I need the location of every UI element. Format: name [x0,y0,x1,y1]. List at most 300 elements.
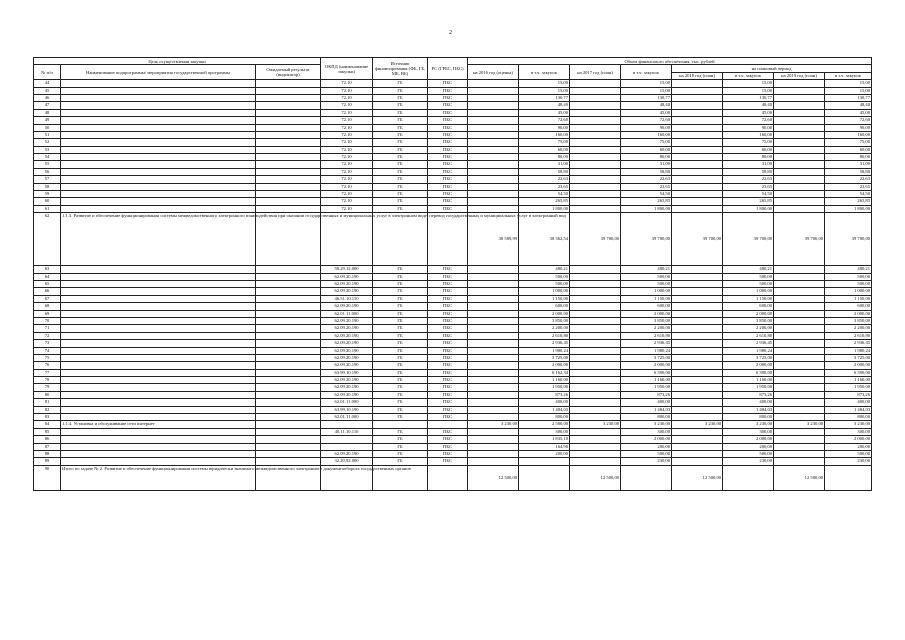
amount-cell: 480,21 [723,266,774,273]
source-cell: ГБ [373,139,428,146]
amount-cell: 164,90 [519,443,570,450]
expected-result-cell [256,273,321,280]
source-cell [373,213,428,266]
source-cell: ГБ [373,183,428,190]
y2018-header: на 2018 год (план) [672,72,723,79]
amount-cell: 3 230,00 [570,421,621,428]
amount-cell [570,139,621,146]
okpd-cell: 62.09.20.190 [321,384,373,391]
expected-result-cell [256,377,321,384]
amount-cell [468,369,519,376]
amount-cell [468,280,519,287]
amount-cell: 1 950,00 [519,384,570,391]
okpd-cell: 72.10 [321,80,373,87]
source-cell: ГБ [373,191,428,198]
amount-cell [774,154,825,161]
y2019-header: на 2019 год (план) [774,72,825,79]
amount-cell [570,391,621,398]
amount-cell: 1 980,24 [621,347,672,354]
rs-cell: ПБС [428,94,468,101]
amount-cell: 480,21 [621,266,672,273]
expected-result-cell [256,146,321,153]
amount-cell: 12 500,00 [468,465,519,490]
amount-cell: 500,00 [723,273,774,280]
source-cell: ГБ [373,458,428,465]
program-name-cell [61,450,256,457]
table-row [34,280,872,287]
amount-cell: 160,00 [519,131,570,138]
rs-cell: ПБС [428,102,468,109]
amount-cell: 6 390,00 [621,369,672,376]
amount-cell [570,369,621,376]
amount-cell [570,384,621,391]
okpd-cell: 72.10 [321,94,373,101]
program-name-cell [61,428,256,435]
okpd-cell: 63.99.10.190 [321,369,373,376]
amount-cell: 265,85 [723,198,774,205]
amount-cell [570,347,621,354]
amount-cell: 500,00 [519,280,570,287]
program-name-cell [61,295,256,302]
amount-cell [570,168,621,175]
row-number-cell: 45 [34,87,61,94]
amount-cell [672,369,723,376]
table-header [34,58,872,80]
program-name-cell [61,117,256,124]
program-name-cell [61,458,256,465]
table-row [34,421,872,428]
table-row [34,303,872,310]
amount-cell: 3 230,00 [621,421,672,428]
amount-cell: 400,00 [621,399,672,406]
table-row [34,362,872,369]
amount-cell: 75,00 [621,139,672,146]
row-number-cell: 89 [34,458,61,465]
amount-cell: 230,00 [723,458,774,465]
amount-cell [468,377,519,384]
amount-cell [468,347,519,354]
volume-header: Объем финансового обеспечения, тыс. рублей [468,58,872,65]
amount-cell: 90,00 [825,124,872,131]
amount-cell: 6 390,00 [825,369,872,376]
amount-cell [672,124,723,131]
table-row [34,266,872,273]
expected-result-cell [256,354,321,361]
amount-cell [570,109,621,116]
amount-cell [672,295,723,302]
amount-cell: 1 160,00 [519,377,570,384]
expected-result-cell [256,295,321,302]
amount-cell: 75,00 [723,139,774,146]
amount-cell: 39 700,00 [621,213,672,266]
incl-header: в т.ч. закупок [621,65,672,80]
table-row [34,205,872,212]
amount-cell: 800,00 [723,414,774,421]
amount-cell: 31,00 [519,161,570,168]
amount-cell: 500,00 [723,450,774,457]
amount-cell [672,87,723,94]
table-row [34,183,872,190]
row-number-cell: 67 [34,295,61,302]
amount-cell [570,450,621,457]
source-cell: ГБ [373,146,428,153]
source-cell [373,421,428,428]
amount-cell: 1 160,00 [723,377,774,384]
table-row [34,436,872,443]
amount-cell: 3 230,00 [672,421,723,428]
table-row [34,391,872,398]
amount-cell [774,391,825,398]
amount-cell: 72,60 [825,117,872,124]
table-row [34,168,872,175]
amount-cell [570,317,621,324]
source-cell: ГБ [373,428,428,435]
rs-cell: ПБС [428,161,468,168]
expected-result-cell [256,280,321,287]
amount-cell [468,362,519,369]
amount-cell: 1 484,03 [723,406,774,413]
rs-cell: ПБС [428,266,468,273]
source-cell: ГБ [373,80,428,87]
amount-cell [570,183,621,190]
amount-cell: 60,00 [519,146,570,153]
amount-cell: 6 162,34 [519,369,570,376]
amount-cell: 60,00 [723,146,774,153]
row-number-cell: 55 [34,161,61,168]
rs-cell: ПБС [428,317,468,324]
amount-cell: 1 484,03 [519,406,570,413]
row-number-cell: 80 [34,391,61,398]
source-cell: ГБ [373,332,428,339]
okpd-cell: 63.99.10.190 [321,406,373,413]
rs-cell: ПБС [428,80,468,87]
amount-cell: 300,00 [723,428,774,435]
amount-cell [774,354,825,361]
program-name-cell [61,377,256,384]
amount-cell: 60,00 [825,146,872,153]
source-cell: ГБ [373,295,428,302]
amount-cell [774,94,825,101]
expected-result-cell [256,421,321,428]
amount-cell: 3 850,00 [723,317,774,324]
amount-cell [672,458,723,465]
source-cell: ГБ [373,436,428,443]
amount-cell [570,87,621,94]
program-name-cell: Итого по задаче № 2. Развитие и обеспечение функционирования системы юридически значимого межведомственного электронного документооборота государственных органов [61,465,256,490]
program-name-cell [61,347,256,354]
amount-cell [468,340,519,347]
source-cell: ГБ [373,266,428,273]
rs-cell: ПБС [428,347,468,354]
amount-cell: 2 610,80 [723,332,774,339]
okpd-cell: 62.09.20.190 [321,325,373,332]
table-row [34,369,872,376]
table-row [34,450,872,457]
amount-cell [825,465,872,490]
amount-cell: 800,00 [621,414,672,421]
program-header: Наименование подпрограммы/ мероприятия государственной программы [61,65,256,80]
amount-cell [672,176,723,183]
rs-cell: ПБС [428,176,468,183]
expected-result-cell [256,266,321,273]
source-cell: ГБ [373,399,428,406]
amount-cell: 873,26 [723,391,774,398]
amount-cell [672,428,723,435]
amount-cell [468,183,519,190]
table-row [34,146,872,153]
rs-cell: ПБС [428,191,468,198]
amount-cell: 1 160,00 [621,377,672,384]
program-name-cell [61,168,256,175]
row-number-cell: 65 [34,280,61,287]
amount-cell [570,377,621,384]
source-cell: ГБ [373,205,428,212]
amount-cell: 3 850,00 [825,317,872,324]
amount-cell: 31,00 [825,161,872,168]
result-header: Ожидаемый результат (индикатор) [256,65,321,80]
row-number-cell: 90 [34,465,61,490]
source-cell: ГБ [373,443,428,450]
amount-cell: 58,80 [825,168,872,175]
expected-result-cell [256,102,321,109]
amount-cell [570,198,621,205]
amount-cell: 75,00 [519,139,570,146]
expected-result-cell [256,317,321,324]
amount-cell: 39 700,00 [723,213,774,266]
expected-result-cell [256,443,321,450]
program-name-cell [61,102,256,109]
rs-cell: ПБС [428,414,468,421]
okpd-cell: 72.10 [321,87,373,94]
rs-cell: ПБС [428,362,468,369]
amount-cell [774,377,825,384]
amount-cell: 72,60 [519,117,570,124]
amount-cell: 15,00 [519,87,570,94]
amount-cell [468,295,519,302]
expected-result-cell [256,168,321,175]
amount-cell [570,280,621,287]
amount-cell: 300,00 [519,428,570,435]
amount-cell: 800,00 [519,414,570,421]
amount-cell: 1 800,00 [723,205,774,212]
source-cell: ГБ [373,94,428,101]
okpd-cell: 72.10 [321,131,373,138]
amount-cell: 1 484,03 [621,406,672,413]
incl-header: в т.ч. закупок [825,72,872,79]
amount-cell: 2 000,00 [825,436,872,443]
amount-cell [468,399,519,406]
amount-cell: 54,50 [723,191,774,198]
row-number-cell: 73 [34,340,61,347]
expected-result-cell [256,131,321,138]
amount-cell [468,310,519,317]
rs-cell: ПБС [428,280,468,287]
okpd-cell [321,436,373,443]
table-row [34,458,872,465]
amount-cell: 80,00 [519,154,570,161]
program-name-cell [61,205,256,212]
amount-cell [774,414,825,421]
okpd-cell: 62.09.20.190 [321,317,373,324]
row-number-cell: 52 [34,139,61,146]
amount-cell: 500,00 [825,450,872,457]
amount-cell: 2 936,45 [621,340,672,347]
program-name-cell [61,273,256,280]
amount-cell: 2 000,00 [519,310,570,317]
amount-cell: 3 725,00 [825,354,872,361]
amount-cell: 2 610,80 [825,332,872,339]
amount-cell: 600,00 [723,303,774,310]
okpd-cell: 62.09.20.190 [321,391,373,398]
amount-cell: 400,00 [825,399,872,406]
amount-cell: 2 000,00 [621,362,672,369]
amount-cell: 230,00 [621,458,672,465]
amount-cell [672,384,723,391]
amount-cell [672,280,723,287]
amount-cell: 6 390,00 [723,369,774,376]
amount-cell: 873,26 [519,391,570,398]
okpd-cell: 72.10 [321,154,373,161]
amount-cell: 400,00 [519,399,570,406]
amount-cell [774,117,825,124]
amount-cell: 15,00 [519,80,570,87]
okpd-cell: 62.09.20.190 [321,288,373,295]
program-name-cell [61,154,256,161]
amount-cell [468,391,519,398]
amount-cell: 39 700,00 [825,213,872,266]
amount-cell [672,198,723,205]
amount-cell [774,384,825,391]
rs-cell: ПБС [428,332,468,339]
amount-cell: 15,00 [621,87,672,94]
amount-cell: 3 850,00 [519,317,570,324]
amount-cell [774,124,825,131]
amount-cell: 15,00 [621,80,672,87]
amount-cell [570,325,621,332]
amount-cell [774,176,825,183]
amount-cell: 60,00 [621,146,672,153]
row-number-cell: 62 [34,213,61,266]
amount-cell [672,406,723,413]
okpd-cell: 62.09.20.190 [321,450,373,457]
amount-cell [774,347,825,354]
row-number-cell: 58 [34,183,61,190]
program-name-cell [61,94,256,101]
amount-cell: 15,00 [723,80,774,87]
expected-result-cell [256,406,321,413]
amount-cell [468,317,519,324]
amount-cell [774,102,825,109]
amount-cell [672,131,723,138]
amount-cell: 200,00 [825,443,872,450]
amount-cell: 1 150,00 [825,295,872,302]
table-row [34,139,872,146]
amount-cell [468,436,519,443]
amount-cell: 45,00 [621,109,672,116]
amount-cell [774,310,825,317]
amount-cell [468,139,519,146]
amount-cell [672,347,723,354]
program-name-cell [61,354,256,361]
okpd-cell: 72.10 [321,198,373,205]
amount-cell: 2 500,00 [519,421,570,428]
amount-cell [468,325,519,332]
expected-result-cell [256,94,321,101]
amount-cell [774,266,825,273]
table-row [34,154,872,161]
amount-cell [570,273,621,280]
source-header: Источник финансирования (ФБ, ГБ, МБ, ВБ) [373,58,428,80]
okpd-cell: 40.11.10.110 [321,428,373,435]
program-name-cell [61,280,256,287]
program-name-cell [61,399,256,406]
amount-cell: 1 980,24 [519,347,570,354]
program-name-cell [61,303,256,310]
amount-cell [774,399,825,406]
amount-cell [570,406,621,413]
amount-cell: 72,60 [723,117,774,124]
rs-cell: ПБС [428,428,468,435]
table-row [34,317,872,324]
amount-cell: 1 835,10 [519,436,570,443]
amount-cell [774,80,825,87]
amount-cell [774,161,825,168]
program-name-cell [61,332,256,339]
program-name-cell [61,391,256,398]
amount-cell: 3 230,00 [774,421,825,428]
amount-cell [672,154,723,161]
program-name-cell [61,384,256,391]
table-row [34,354,872,361]
amount-cell: 200,00 [621,443,672,450]
amount-cell [570,458,621,465]
amount-cell [672,399,723,406]
rs-cell: ПБС [428,183,468,190]
amount-cell [570,154,621,161]
expected-result-cell [256,87,321,94]
procurement-plan-table [33,57,872,491]
amount-cell [468,198,519,205]
expected-result-cell [256,303,321,310]
rs-cell: ПБС [428,340,468,347]
amount-cell: 80,00 [621,154,672,161]
amount-cell: 38 362,54 [519,213,570,266]
table-row [34,310,872,317]
expected-result-cell [256,325,321,332]
amount-cell [570,131,621,138]
amount-cell [672,340,723,347]
amount-cell [672,310,723,317]
amount-cell: 1 150,00 [519,295,570,302]
okpd-cell: 62.09.20.190 [321,332,373,339]
row-number-cell: 85 [34,428,61,435]
expected-result-cell [256,109,321,116]
amount-cell [468,176,519,183]
amount-cell: 800,00 [825,414,872,421]
amount-cell [672,146,723,153]
source-cell: ГБ [373,377,428,384]
okpd-cell: 72.10 [321,146,373,153]
program-name-cell [61,317,256,324]
amount-cell [774,295,825,302]
rs-cell: ПБС [428,109,468,116]
amount-cell: 48,40 [519,102,570,109]
amount-cell: 15,00 [825,80,872,87]
amount-cell [774,131,825,138]
source-cell: ГБ [373,161,428,168]
expected-result-cell [256,458,321,465]
source-cell: ГБ [373,168,428,175]
